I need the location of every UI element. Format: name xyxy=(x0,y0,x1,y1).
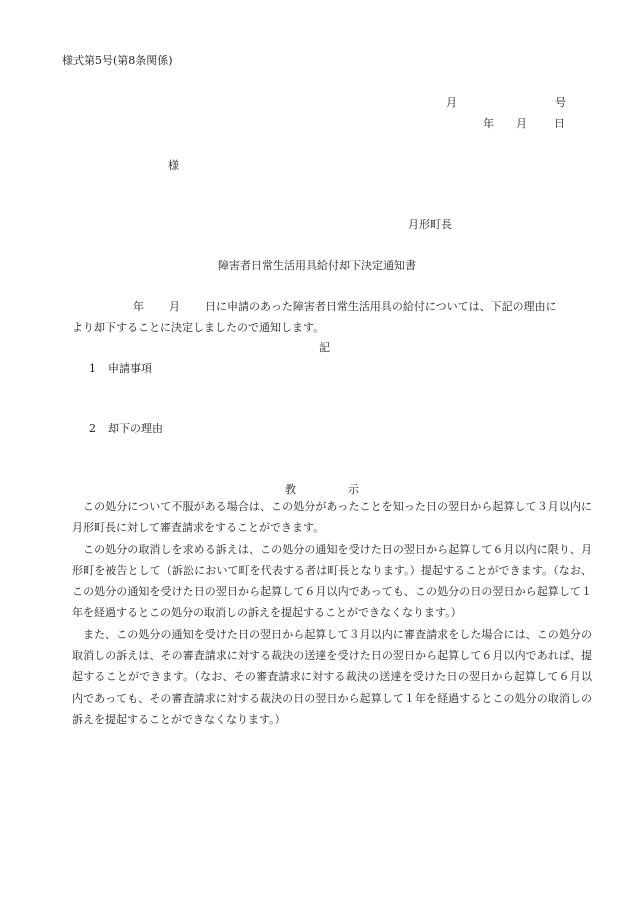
document-number-month: 月 xyxy=(446,96,457,109)
body-continuation: より却下することに決定しましたので通知します。 xyxy=(72,321,325,334)
date-day: 日 xyxy=(554,117,565,130)
item-1-label: 申請事項 xyxy=(108,362,152,375)
item-1-number: 1 xyxy=(89,362,96,375)
form-number: 様式第5号(第8条関係) xyxy=(62,54,173,67)
ki-heading: 記 xyxy=(319,341,330,354)
body-month: 月 xyxy=(169,300,180,313)
body-year: 年 xyxy=(133,300,144,313)
instruction-paragraph-3: また、この処分の通知を受けた日の翌日から起算して３月以内に審査請求をした場合には、この処分の取消しの訴えは、その審査請求に対する裁決の送達を受けた日の翌日から起算して６月以内であれば、提起することができます。（なお、その審査請求に対する裁決の送達を受けた日の翌日から起算して６月以内であっても、その審査請求に対する裁決の日の翌日から起算して１年を経過するとこの処分の取消しの訴えを提起することができなくなります。） xyxy=(72,627,592,726)
item-2-label: 却下の理由 xyxy=(108,422,163,435)
instruction-heading-left: 教 xyxy=(285,483,296,496)
document-number-issue: 号 xyxy=(555,96,566,109)
instruction-heading-right: 示 xyxy=(348,483,359,496)
instruction-paragraph-1: この処分について不服がある場合は、この処分があったことを知った日の翌日から起算して３月以内に月形町長に対して審査請求をすることができます。 xyxy=(72,500,592,535)
issuer-name: 月形町長 xyxy=(408,218,452,231)
date-year: 年 xyxy=(483,117,494,130)
item-2-number: 2 xyxy=(89,422,96,435)
body-text: 日に申請のあった障害者日常生活用具の給付については、下記の理由に xyxy=(205,300,557,313)
date-month: 月 xyxy=(516,117,527,130)
instruction-body xyxy=(72,496,592,730)
instruction-paragraph-2: この処分の取消しを求める訴えは、この処分の通知を受けた日の翌日から起算して６月以内に限り、月形町を被告として（訴訟において町を代表する者は町長となります。）提起することができます。（なお、この処分の通知を受けた日の翌日から起算して６月以内であっても、この処分の日の翌日から起算して１年を経過するとこの処分の取消しの訴えを提起することができなくなります。） xyxy=(72,542,592,620)
addressee-suffix: 様 xyxy=(168,159,179,172)
document-title: 障害者日常生活用具給付却下決定通知書 xyxy=(218,259,416,272)
